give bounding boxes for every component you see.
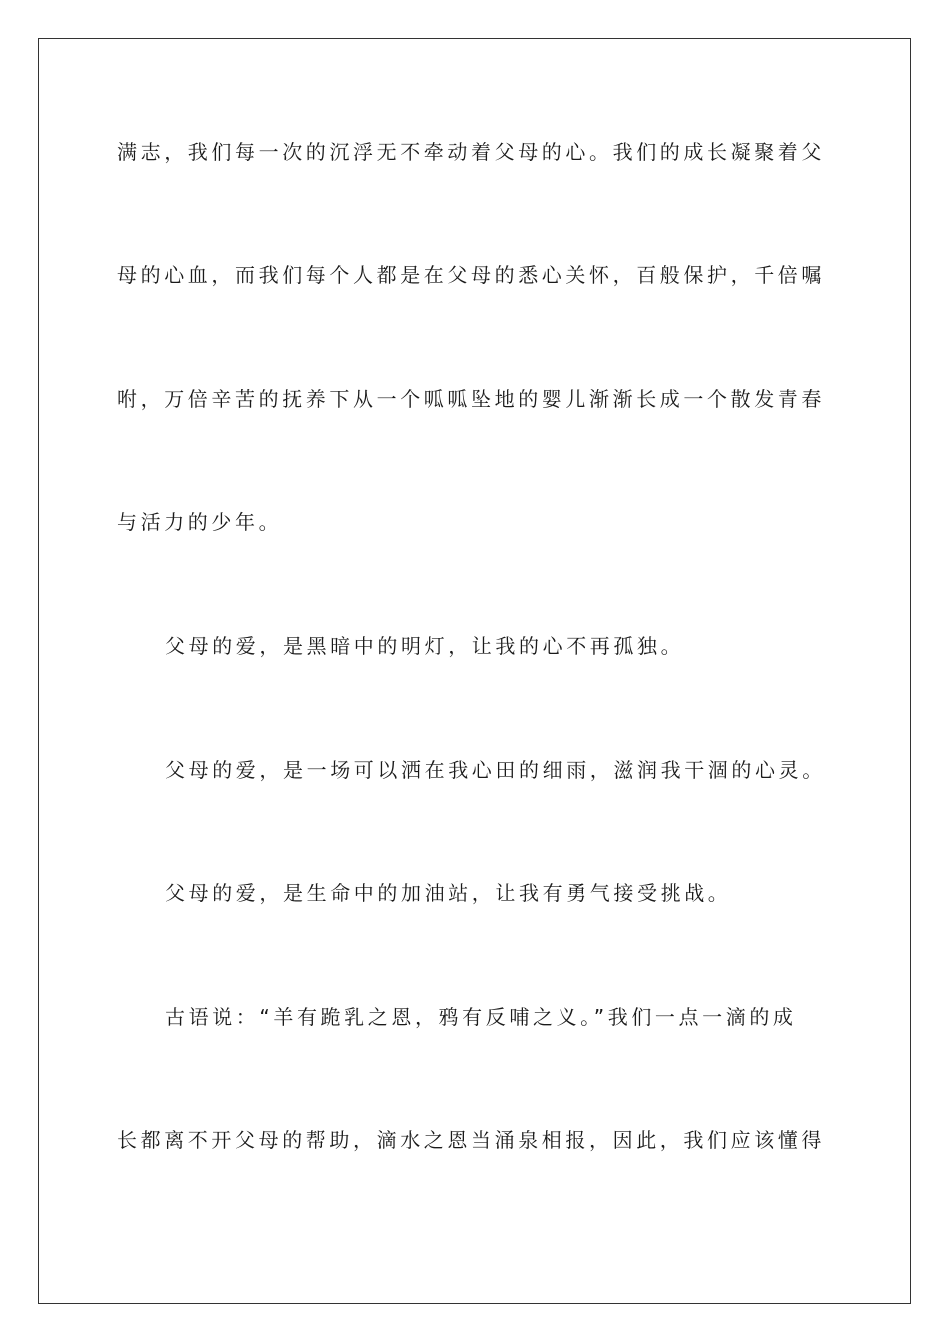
paragraph-line-1: 满志，我们每一次的沉浮无不牵动着父母的心。我们的成长凝聚着父 bbox=[117, 140, 825, 164]
paragraph-line-8: 古语说：“羊有跪乳之恩，鸦有反哺之义。”我们一点一滴的成 bbox=[165, 1005, 797, 1029]
paragraph-line-7: 父母的爱，是生命中的加油站，让我有勇气接受挑战。 bbox=[165, 881, 732, 905]
paragraph-line-4: 与活力的少年。 bbox=[117, 510, 283, 534]
paragraph-line-6: 父母的爱，是一场可以洒在我心田的细雨，滋润我干涸的心灵。 bbox=[165, 758, 826, 782]
paragraph-line-3: 咐，万倍辛苦的抚养下从一个呱呱坠地的婴儿渐渐长成一个散发青春 bbox=[117, 387, 825, 411]
paragraph-line-2: 母的心血，而我们每个人都是在父母的悉心关怀，百般保护，千倍嘱 bbox=[117, 263, 825, 287]
page-frame bbox=[38, 38, 911, 1304]
paragraph-line-9: 长都离不开父母的帮助，滴水之恩当涌泉相报，因此，我们应该懂得 bbox=[117, 1128, 825, 1152]
paragraph-line-5: 父母的爱，是黑暗中的明灯，让我的心不再孤独。 bbox=[165, 634, 685, 658]
